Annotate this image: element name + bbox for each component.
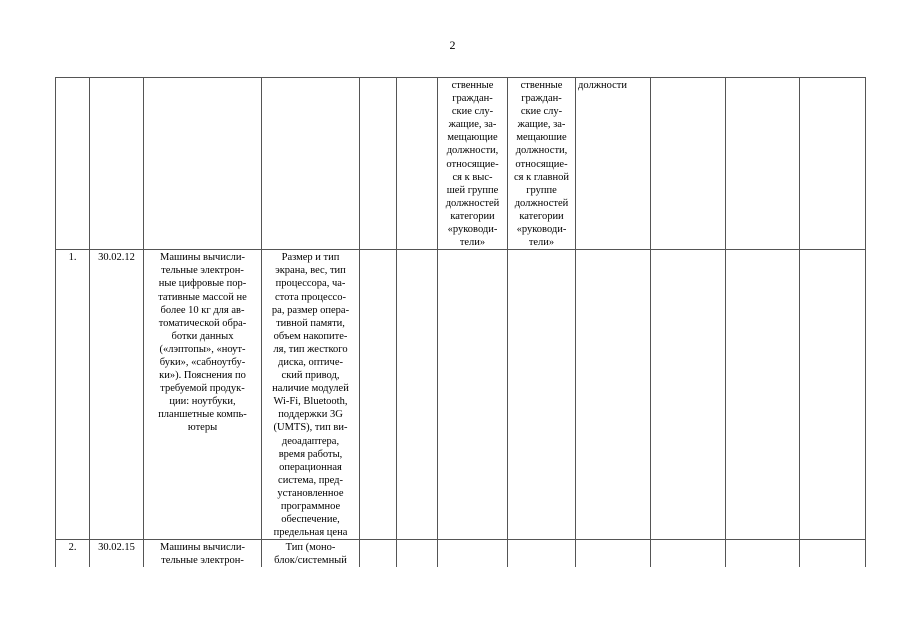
product-name: Машины вычисли- тельные электрон- ные цифровые пор- тативные массой не более 10 кг для ав- томатической обра- ботки данных («лэптопы», «ноут- буки», «сабноутбу- ки»). Пояснения по требуемой продук- ции: ноутбуки, планшетные компь- ютеры: [144, 250, 262, 540]
table-cell: [651, 250, 726, 540]
table-cell: [90, 78, 144, 250]
requirements-table: [55, 77, 866, 567]
table-cell: [508, 540, 576, 568]
table-cell: [438, 250, 508, 540]
header-cell-top-group: ственные граждан- ские слу- жащие, за- мещающие должности, относящие- ся к выс- шей группе должностей категории «руководи- тели»: [438, 78, 508, 250]
header-cell-main-group: ственные граждан- ские слу- жащие, за- мещаюшие должности, относящие- ся к главной группе должностей категории «руководи- тели»: [508, 78, 576, 250]
table-cell: [438, 540, 508, 568]
product-name: Машины вычисли- тельные электрон-: [144, 540, 262, 568]
table-cell: [651, 78, 726, 250]
okpd-code: 30.02.12: [90, 250, 144, 540]
table-cell: [800, 250, 866, 540]
table-row: [56, 250, 866, 540]
table-cell: [651, 540, 726, 568]
table-row-header-continuation: [56, 78, 866, 250]
table-cell: [726, 78, 800, 250]
header-cell-other-positions: должности: [576, 78, 651, 250]
table-cell: [726, 250, 800, 540]
table-cell: [397, 250, 438, 540]
table-cell: [726, 540, 800, 568]
table-cell: [360, 78, 397, 250]
table-cell: [576, 250, 651, 540]
table-cell: [56, 78, 90, 250]
table-cell: [360, 250, 397, 540]
okpd-code: 30.02.15: [90, 540, 144, 568]
product-characteristics: Тип (моно- блок/системный: [262, 540, 360, 568]
table-cell: [800, 540, 866, 568]
row-number: 1.: [56, 250, 90, 540]
table-cell: [508, 250, 576, 540]
row-number: 2.: [56, 540, 90, 568]
page-number: 2: [449, 38, 456, 52]
table-cell: [397, 78, 438, 250]
table-cell: [800, 78, 866, 250]
product-characteristics: Размер и тип экрана, вес, тип процессора, ча- стота процессо- ра, размер опера- тивной памяти, объем накопите- ля, тип жесткого диска, оптиче- ский привод, наличие модулей Wi-Fi, Bluetooth, поддержки 3G (UMTS), тип ви- деоадаптера, время работы, операционная система, пред- установленное программное обеспечение, предельная цена: [262, 250, 360, 540]
table-cell: [397, 540, 438, 568]
table-cell: [262, 78, 360, 250]
table-cell: [576, 540, 651, 568]
table-cell: [360, 540, 397, 568]
table-cell: [144, 78, 262, 250]
table-row: [56, 540, 866, 568]
